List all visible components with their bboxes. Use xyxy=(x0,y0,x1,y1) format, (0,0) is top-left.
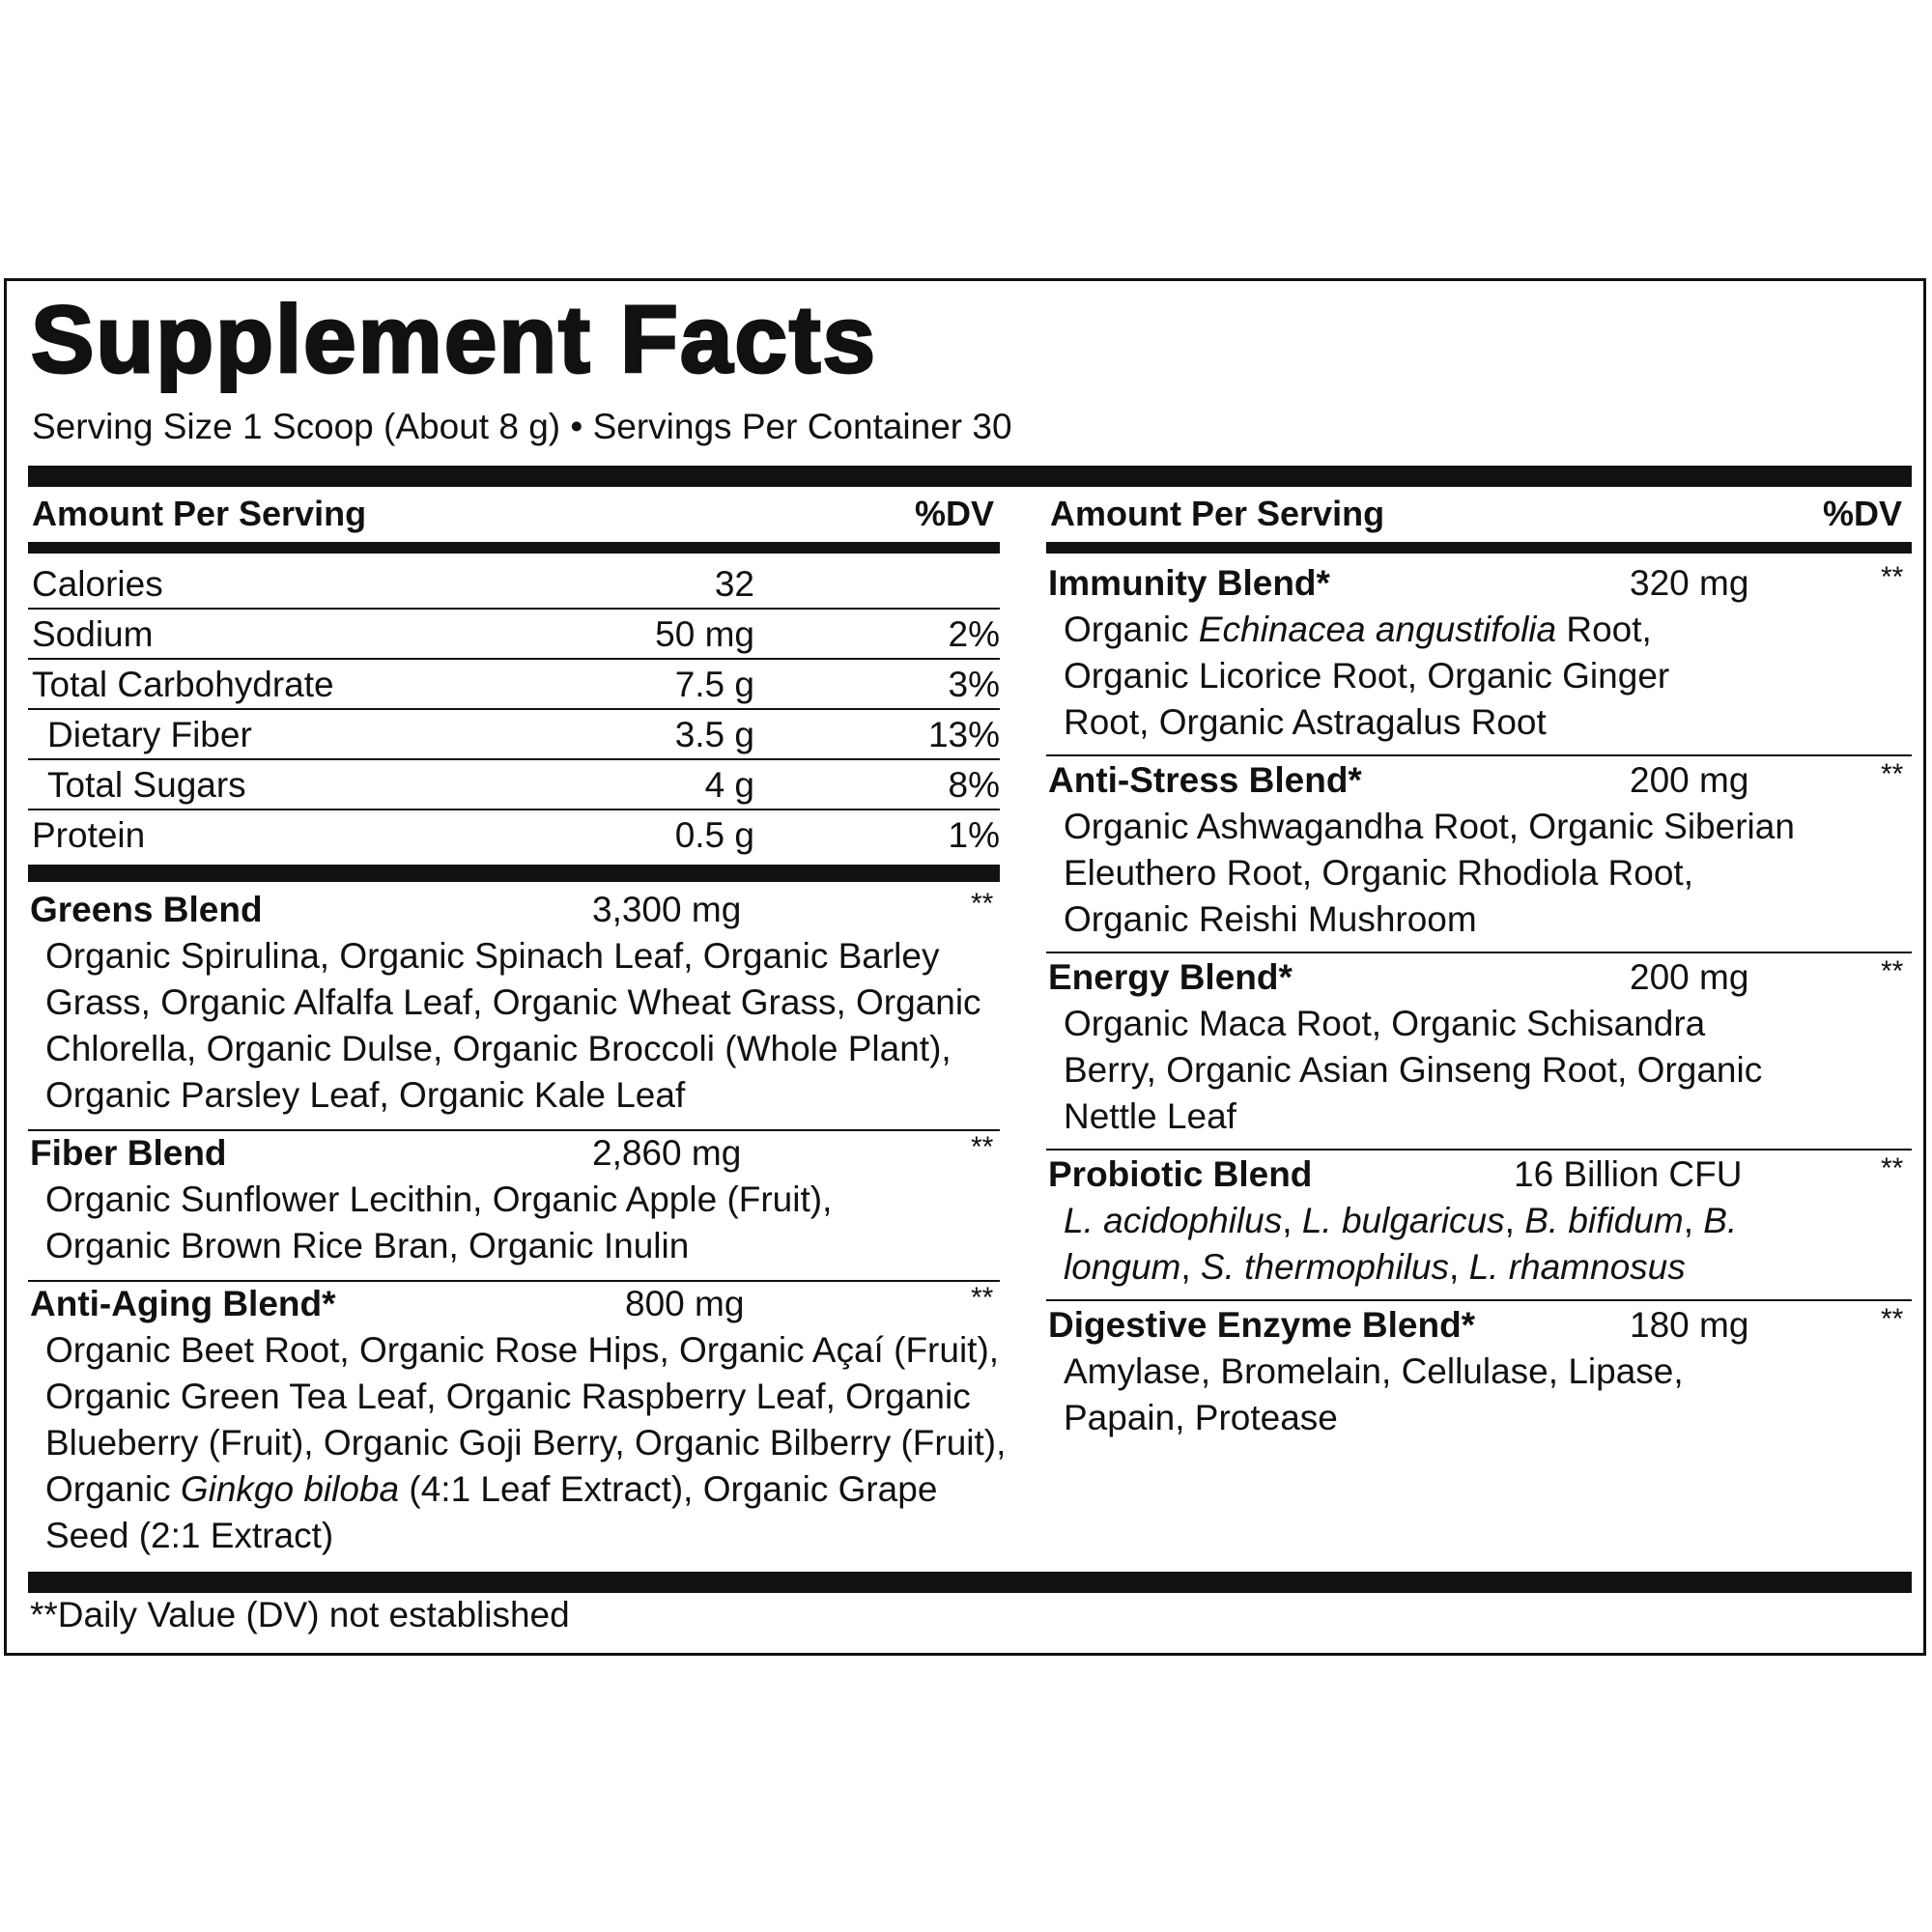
blend-name-fiber: Fiber Blend xyxy=(30,1133,227,1173)
left-nutrient-divider xyxy=(28,865,1000,882)
nutrient-amount: 7.5 g xyxy=(674,665,754,704)
blend-name-anti-aging: Anti-Aging Blend* xyxy=(30,1284,336,1323)
row-divider xyxy=(28,708,1000,710)
nutrient-row-dietary-fiber xyxy=(28,712,1000,758)
nutrient-amount: 32 xyxy=(714,564,754,604)
thick-divider-bottom xyxy=(28,1572,1912,1593)
ingredient-italic: Echinacea angustifolia xyxy=(1198,610,1557,649)
ingredient-italic: Ginkgo biloba xyxy=(180,1469,400,1509)
ingredient-text: Root, Organic Licorice Root, Organic Ginger Root, Organic Astragalus Root xyxy=(1064,610,1670,742)
blend-amount-digestive-enzyme: 180 mg xyxy=(1630,1305,1749,1345)
blend-amount-anti-stress: 200 mg xyxy=(1630,760,1749,800)
nutrient-name: Dietary Fiber xyxy=(47,715,252,754)
nutrient-row-sodium xyxy=(28,611,1000,658)
nutrient-row-total-carbohydrate xyxy=(28,662,1000,708)
blend-name-anti-stress: Anti-Stress Blend* xyxy=(1048,760,1362,800)
blend-dv-probiotic: ** xyxy=(1881,1152,1904,1184)
blend-dv-greens: ** xyxy=(971,888,994,920)
blend-divider xyxy=(1046,754,1912,756)
nutrient-name: Total Sugars xyxy=(47,765,246,805)
blend-amount-immunity: 320 mg xyxy=(1630,563,1749,603)
ingredient-text: , xyxy=(1180,1247,1201,1287)
blend-amount-anti-aging: 800 mg xyxy=(625,1284,745,1323)
ingredient-text: (4:1 Leaf Extract), Organic Grape Seed (2:1 Extract) xyxy=(45,1469,938,1555)
thick-divider-top xyxy=(28,466,1912,487)
blend-dv-digestive-enzyme: ** xyxy=(1881,1303,1904,1335)
left-dv-header: %DV xyxy=(915,494,995,533)
blend-ingredients-anti-aging xyxy=(45,1327,1011,1559)
ingredient-text: , xyxy=(1282,1201,1302,1240)
row-divider xyxy=(28,608,1000,610)
ingredient-italic: L. bulgaricus xyxy=(1301,1201,1505,1240)
ingredient-italic: L. acidophilus xyxy=(1064,1201,1283,1240)
dv-footnote: **Daily Value (DV) not established xyxy=(30,1595,570,1634)
left-amount-header: Amount Per Serving xyxy=(32,494,367,533)
blend-divider xyxy=(1046,1299,1912,1301)
nutrient-dv: 8% xyxy=(948,765,1000,805)
nutrient-amount: 0.5 g xyxy=(674,815,754,855)
nutrient-dv: 1% xyxy=(948,815,1000,855)
nutrient-row-calories xyxy=(28,561,1000,608)
blend-name-probiotic: Probiotic Blend xyxy=(1048,1154,1313,1194)
row-divider xyxy=(28,758,1000,760)
nutrient-dv: 3% xyxy=(948,665,1000,704)
blend-amount-greens: 3,300 mg xyxy=(592,890,742,929)
ingredient-text: , xyxy=(1504,1201,1525,1240)
nutrient-name: Protein xyxy=(32,815,146,855)
right-dv-header: %DV xyxy=(1823,494,1903,533)
nutrient-amount: 4 g xyxy=(704,765,754,805)
nutrient-dv: 13% xyxy=(927,715,1000,754)
blend-ingredients-probiotic xyxy=(1064,1198,1817,1291)
blend-name-energy: Energy Blend* xyxy=(1048,957,1293,997)
blend-ingredients-immunity xyxy=(1064,607,1759,746)
nutrient-name: Total Carbohydrate xyxy=(32,665,334,704)
left-header-divider xyxy=(28,542,1000,554)
right-header-divider xyxy=(1046,542,1912,554)
blend-dv-fiber: ** xyxy=(971,1131,994,1163)
blend-ingredients-digestive-enzyme: Amylase, Bromelain, Cellulase, Lipase, Papain, Protease xyxy=(1064,1351,1684,1437)
blend-amount-probiotic: 16 Billion CFU xyxy=(1514,1154,1743,1194)
blend-divider xyxy=(1046,1149,1912,1151)
blend-dv-energy: ** xyxy=(1881,955,1904,987)
blend-dv-anti-stress: ** xyxy=(1881,758,1904,790)
ingredient-text: Organic Beet Root, Organic Rose Hips, Organic Açaí (Fruit), Organic Green Tea Leaf, Organic Raspberry Leaf, Organic Blueberry (Fruit), Organic Goji Berry, Organic Bilberry (Fruit), Organic xyxy=(45,1330,1007,1509)
nutrient-dv: 2% xyxy=(948,614,1000,654)
blend-name-greens: Greens Blend xyxy=(30,890,263,929)
nutrient-row-total-sugars xyxy=(28,762,1000,809)
ingredient-italic: B. bifidum xyxy=(1524,1201,1684,1240)
blend-divider xyxy=(1046,952,1912,953)
right-amount-header: Amount Per Serving xyxy=(1050,494,1385,533)
nutrient-name: Calories xyxy=(32,564,163,604)
ingredient-text: Organic xyxy=(1064,610,1199,649)
blend-amount-fiber: 2,860 mg xyxy=(592,1133,742,1173)
blend-ingredients-greens: Organic Spirulina, Organic Spinach Leaf, Organic Barley Grass, Organic Alfalfa Leaf, Organic Wheat Grass, Organic Chlorella, Organic Dulse, Organic Broccoli (Whole Plant), Organic Parsley Leaf, Organic Kale Leaf xyxy=(45,936,981,1115)
blend-name-digestive-enzyme: Digestive Enzyme Blend* xyxy=(1048,1305,1476,1345)
ingredient-italic: L. rhamnosus xyxy=(1468,1247,1686,1287)
panel-title: Supplement Facts xyxy=(31,286,878,392)
ingredient-text: , xyxy=(1683,1201,1704,1240)
blend-name-immunity: Immunity Blend* xyxy=(1048,563,1330,603)
nutrient-amount: 3.5 g xyxy=(674,715,754,754)
blend-ingredients-energy: Organic Maca Root, Organic Schisandra Berry, Organic Asian Ginseng Root, Organic Nettle Leaf xyxy=(1064,1004,1763,1136)
blend-dv-immunity: ** xyxy=(1881,561,1904,593)
ingredient-italic: S. thermophilus xyxy=(1200,1247,1449,1287)
nutrient-name: Sodium xyxy=(32,614,154,654)
blend-dv-anti-aging: ** xyxy=(971,1282,994,1314)
row-divider xyxy=(28,658,1000,660)
nutrient-amount: 50 mg xyxy=(655,614,754,654)
supplement-facts-panel xyxy=(4,278,1926,1656)
row-divider xyxy=(28,809,1000,810)
blend-ingredients-fiber: Organic Sunflower Lecithin, Organic Apple (Fruit), Organic Brown Rice Bran, Organic Inulin xyxy=(45,1179,833,1265)
ingredient-text: , xyxy=(1449,1247,1469,1287)
ingredient-italic: B. longum xyxy=(1064,1201,1738,1287)
serving-info: Serving Size 1 Scoop (About 8 g) • Servings Per Container 30 xyxy=(32,407,1012,446)
blend-amount-energy: 200 mg xyxy=(1630,957,1749,997)
blend-ingredients-anti-stress: Organic Ashwagandha Root, Organic Siberian Eleuthero Root, Organic Rhodiola Root, Organic Reishi Mushroom xyxy=(1064,807,1795,939)
nutrient-row-protein xyxy=(28,812,1000,859)
